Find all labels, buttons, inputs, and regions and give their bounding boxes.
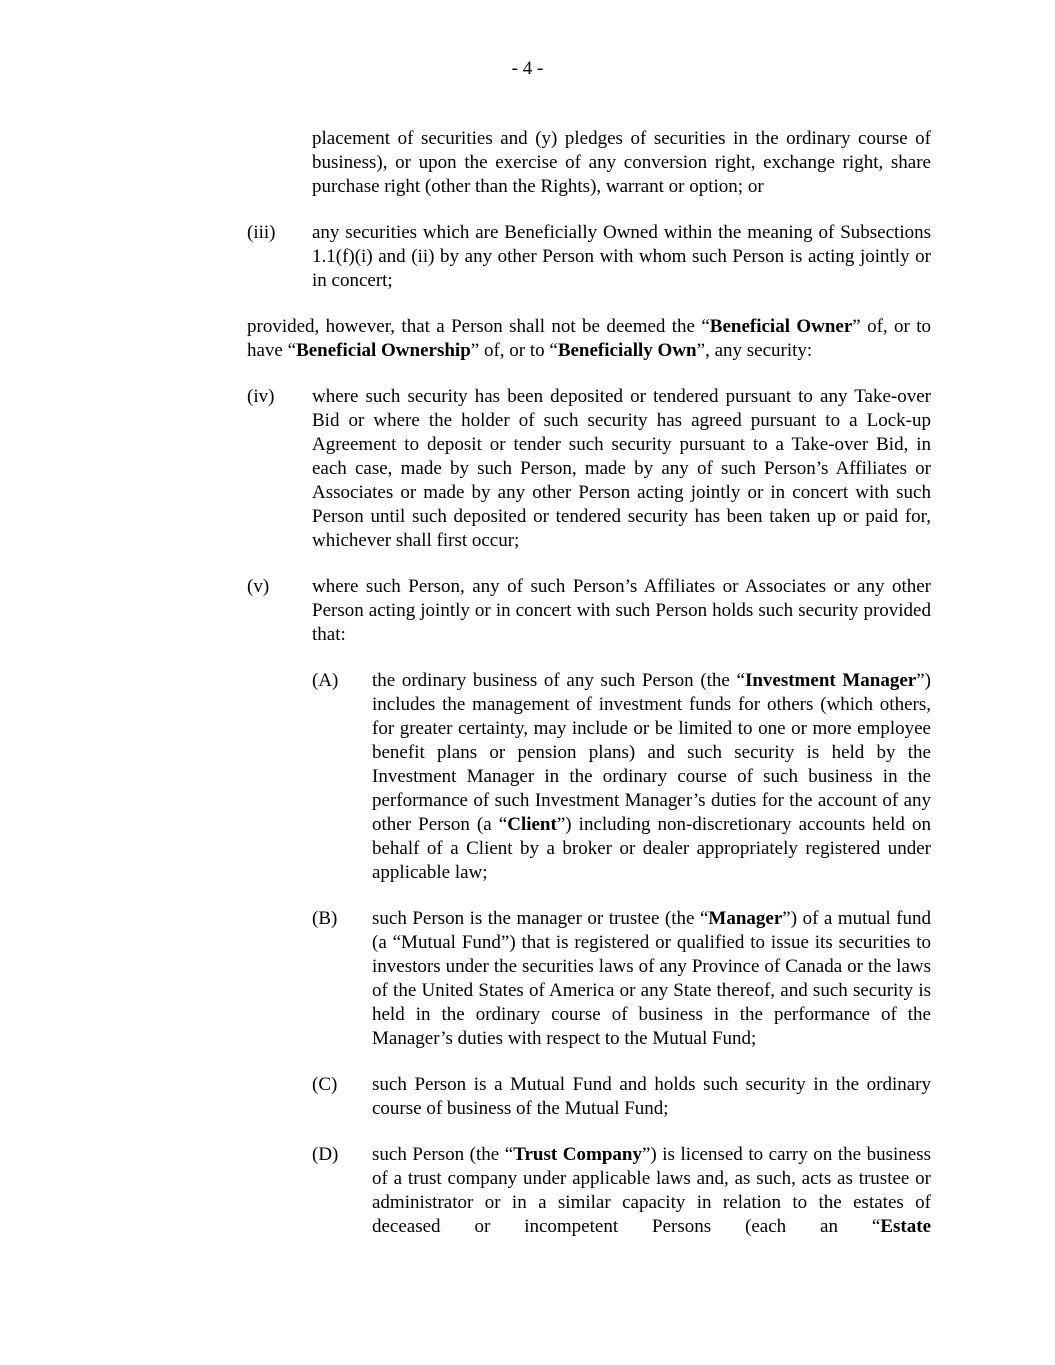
paragraph (312, 127, 931, 199)
clause-label: (C) (312, 1074, 338, 1095)
clause-label: (D) (312, 1144, 339, 1165)
clause-text: such Person is a Mutual Fund and holds such security in the ordinary course of business of the Mutual Fund; (372, 1074, 931, 1119)
document-body (0, 127, 1055, 1239)
clause-iv (247, 385, 931, 553)
clause-label: (iii) (247, 222, 276, 243)
clause-text: any securities which are Beneficially Owned within the meaning of Subsections 1.1(f)(i) and (ii) by any other Person with whom such Person is acting jointly or in concert; (312, 222, 931, 291)
clause-text: the ordinary business of any such Person (the “Investment Manager”) includes the management of investment funds for others (which others, for greater certainty, may include or be limited to one or more employee benefit plans or pension plans) and such security is held by the Investment Manager in the ordinary course of such business in the performance of such Investment Manager’s duties for the account of any other Person (a “Client”) including non-discretionary accounts held on behalf of a Client by a broker or dealer appropriately registered under applicable law; (372, 670, 931, 883)
page-number: - 4 - (511, 58, 544, 79)
clause-B (312, 907, 931, 1051)
clause-text: provided, however, that a Person shall not be deemed the “Beneficial Owner” of, or to have “Beneficial Ownership” of, or to “Beneficially Own”, any security: (247, 316, 931, 361)
clause-D (312, 1143, 931, 1239)
clause-label: (iv) (247, 386, 275, 407)
clause-label: (B) (312, 908, 338, 929)
clause-A (312, 669, 931, 885)
clause-label: (v) (247, 576, 270, 597)
clause-v (247, 575, 931, 647)
paragraph (247, 315, 931, 363)
clause-C (312, 1073, 931, 1121)
clause-text: placement of securities and (y) pledges of securities in the ordinary course of business), or upon the exercise of any conversion right, exchange right, share purchase right (other than the Rights), warrant or option; or (312, 128, 931, 197)
clause-iii (247, 221, 931, 293)
clause-label: (A) (312, 670, 339, 691)
clause-text: where such Person, any of such Person’s Affiliates or Associates or any other Person acting jointly or in concert with such Person holds such security provided that: (312, 576, 931, 645)
clause-text: such Person is the manager or trustee (the “Manager”) of a mutual fund (a “Mutual Fund”) that is registered or qualified to issue its securities to investors under the securities laws of any Province of Canada or the laws of the United States of America or any State thereof, and such security is held in the ordinary course of business in the performance of the Manager’s duties with respect to the Mutual Fund; (372, 908, 931, 1049)
clause-text: such Person (the “Trust Company”) is licensed to carry on the business of a trust company under applicable laws and, as such, acts as trustee or administrator or in a similar capacity in relation to the estates of deceased or incompetent Persons (each an “Estate (372, 1144, 931, 1237)
clause-text: where such security has been deposited or tendered pursuant to any Take-over Bid or where the holder of such security has agreed pursuant to a Lock-up Agreement to deposit or tender such security pursuant to a Take-over Bid, in each case, made by such Person, made by any of such Person’s Affiliates or Associates or made by any other Person acting jointly or in concert with such Person until such deposited or tendered security has been taken up or paid for, whichever shall first occur; (312, 386, 931, 551)
